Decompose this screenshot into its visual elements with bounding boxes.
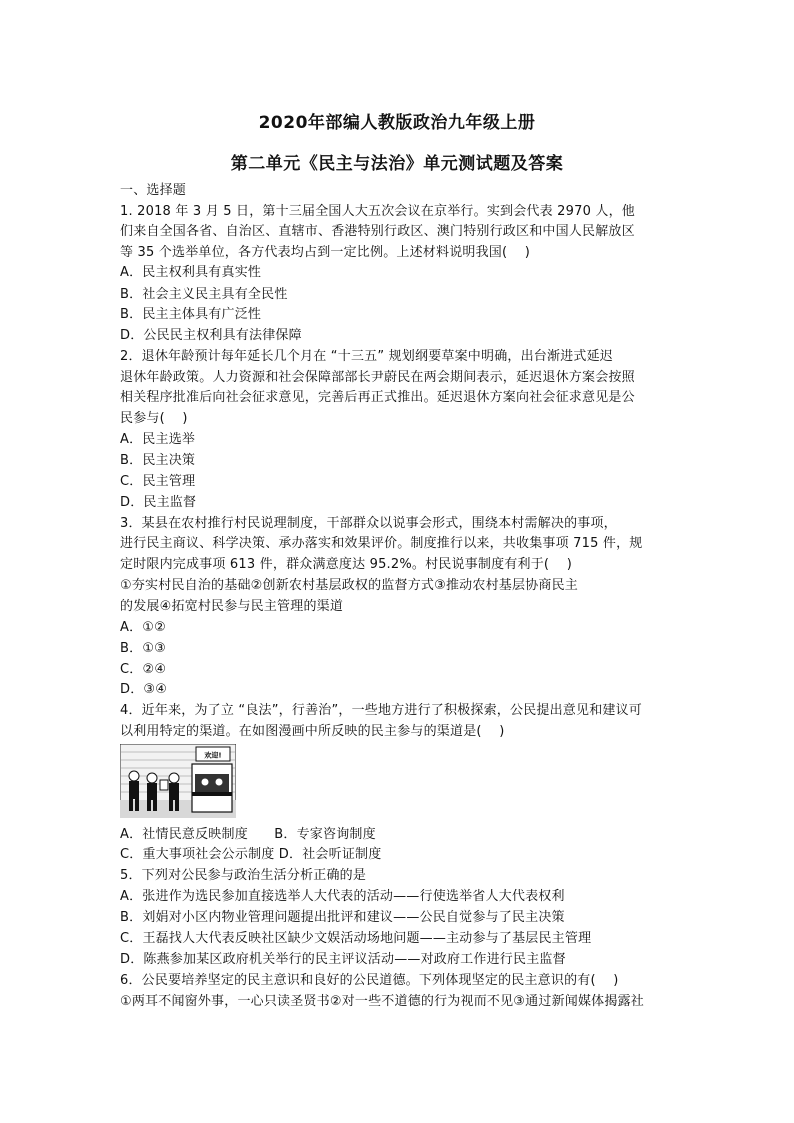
question-1-option-b2: B．民主主体具有广泛性 [120, 307, 262, 322]
question-5-option-d: D．陈燕参加某区政府机关举行的民主评议活动——对政府工作进行民主监督 [120, 952, 566, 967]
question-2-line-4: 民参与( ) [120, 411, 188, 426]
question-3-line-2: 进行民主商议、科学决策、承办落实和效果评价。制度推行以来，共收集事项 715 件，规 [120, 536, 643, 551]
question-3-line-5: 的发展④拓宽村民参与民主管理的渠道 [120, 599, 344, 614]
question-1-option-a: A．民主权利具有真实性 [120, 265, 262, 280]
question-3-option-a: A．①② [120, 620, 167, 635]
question-6-stem: 6．公民要培养坚定的民主意识和良好的公民道德。下列体现坚定的民主意识的有( ) [120, 973, 619, 988]
document-title: 2020年部编人教版政治九年级上册 [258, 113, 536, 133]
question-4-options-ab: A．社情民意反映制度 B．专家咨询制度 [120, 827, 376, 842]
question-1-line-2: 们来自全国各省、自治区、直辖市、香港特别行政区、澳门特别行政区和中国人民解放区 [120, 224, 635, 239]
question-5-stem: 5．下列对公民参与政治生活分析正确的是 [120, 868, 367, 883]
question-1-line-3: 等 35 个选举单位，各方代表均占到一定比例。上述材料说明我国( ) [120, 245, 531, 260]
cartoon-sign-text: 欢迎! [204, 751, 222, 760]
question-3-option-d: D．③④ [120, 682, 168, 697]
question-4-options-cd: C．重大事项社会公示制度 D．社会听证制度 [120, 847, 382, 862]
question-2-line-3: 相关程序批准后向社会征求意见，完善后再正式推出。延迟退休方案向社会征求意见是公 [120, 390, 635, 405]
question-1-line-1: 1. 2018 年 3 月 5 日，第十三届全国人大五次会议在京举行。实到会代表 2970 人，他 [120, 204, 635, 219]
question-6-line-2: ①两耳不闻窗外事，一心只读圣贤书②对一些不道德的行为视而不见③通过新闻媒体揭露社 [120, 994, 644, 1009]
question-4-line-2: 以利用特定的渠道。在如图漫画中所反映的民主参与的渠道是( ) [120, 724, 505, 739]
question-1-option-b: B．社会主义民主具有全民性 [120, 287, 288, 302]
question-4-line-1: 4．近年来，为了立 “良法”，行善治”，一些地方进行了积极探索，公民提出意见和建议可 [120, 703, 643, 718]
question-3-line-4: ①夯实村民自治的基础②创新农村基层政权的监督方式③推动农村基层协商民主 [120, 578, 578, 593]
document-subtitle: 第二单元《民主与法治》单元测试题及答案 [230, 154, 564, 174]
question-2-line-1: 2．退休年龄预计每年延长几个月在 “十三五” 规划纲要草案中明确，出台渐进式延迟 [120, 349, 614, 364]
section-heading: 一、选择题 [120, 183, 187, 198]
question-2-option-c: C．民主管理 [120, 474, 196, 489]
question-3-option-c: C．②④ [120, 662, 167, 677]
question-1-option-d: D．公民民主权利具有法律保障 [120, 328, 302, 343]
question-2-option-a: A．民主选举 [120, 432, 196, 447]
question-5-option-b: B．刘娟对小区内物业管理问题提出批评和建议——公民自觉参与了民主决策 [120, 910, 565, 925]
question-2-line-2: 退休年龄政策。人力资源和社会保障部部长尹蔚民在两会期间表示，延迟退休方案会按照 [120, 370, 635, 385]
cartoon-illustration [120, 744, 236, 818]
question-3-line-3: 定时限内完成事项 613 件，群众满意度达 95.2%。村民说事制度有利于( ) [120, 557, 572, 572]
question-5-option-a: A．张进作为选民参加直接选举人大代表的活动——行使选举省人大代表权利 [120, 889, 565, 904]
question-3-option-b: B．①③ [120, 641, 167, 656]
question-5-option-c: C．王磊找人大代表反映社区缺少文娱活动场地问题——主动参与了基层民主管理 [120, 931, 592, 946]
question-2-option-b: B．民主决策 [120, 453, 196, 468]
question-3-line-1: 3．某县在农村推行村民说理制度，干部群众以说事会形式，围绕本村需解决的事项， [120, 516, 617, 531]
question-2-option-d: D．民主监督 [120, 495, 197, 510]
